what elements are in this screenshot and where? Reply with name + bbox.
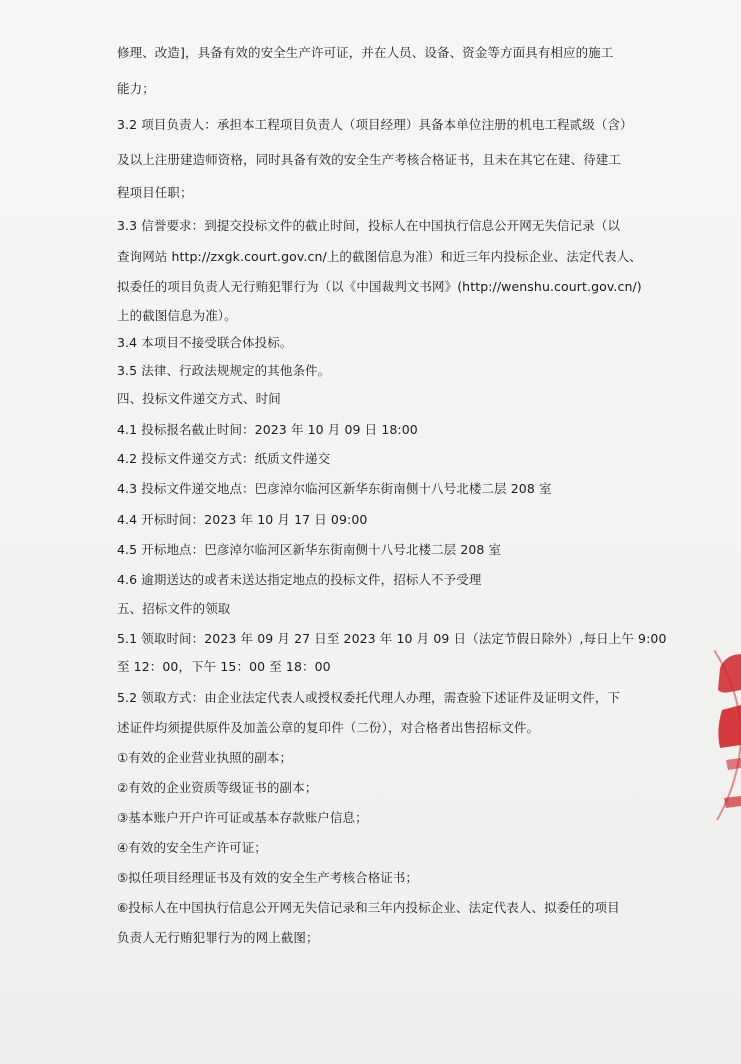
text-line: 负责人无行贿犯罪行为的网上截图； — [117, 930, 319, 945]
text-line: 3.5 法律、行政法规规定的其他条件。 — [117, 363, 331, 378]
list-item: ⑥投标人在中国执行信息公开网无失信记录和三年内投标企业、法定代表人、拟委任的项目 — [117, 900, 620, 915]
list-item: ④有效的安全生产许可证； — [117, 840, 267, 855]
text-line: 3.2 项目负责人：承担本工程项目负责人（项目经理）具备本单位注册的机电工程贰级（含） — [117, 117, 633, 132]
text-line: 程项目任职； — [117, 185, 193, 200]
section-heading: 四、投标文件递交方式、时间 — [117, 391, 281, 406]
list-item: ①有效的企业营业执照的副本； — [117, 750, 293, 765]
text-line: 4.3 投标文件递交地点：巴彦淖尔临河区新华东街南侧十八号北楼二层 208 室 — [117, 481, 552, 496]
text-line: 能力； — [117, 81, 155, 96]
text-line: 4.5 开标地点：巴彦淖尔临河区新华东街南侧十八号北楼二层 208 室 — [117, 542, 502, 557]
text-line: 至 12：00，下午 15：00 至 18：00 — [117, 659, 331, 674]
text-line: 修理、改造]，具备有效的安全生产许可证，并在人员、设备、资金等方面具有相应的施工 — [117, 45, 614, 60]
text-line: 4.1 投标报名截止时间：2023 年 10 月 09 日 18:00 — [117, 422, 418, 437]
text-line: 查询网站 http://zxgk.court.gov.cn/上的截图信息为准）和近三年内投标企业、法定代表人、 — [117, 249, 642, 264]
text-line: 及以上注册建造师资格，同时具备有效的安全生产考核合格证书，且未在其它在建、待建工 — [117, 152, 622, 167]
text-line: 3.4 本项目不接受联合体投标。 — [117, 335, 293, 350]
list-item: ⑤拟任项目经理证书及有效的安全生产考核合格证书； — [117, 870, 419, 885]
text-line: 上的截图信息为准）。 — [117, 308, 237, 323]
list-item: ②有效的企业资质等级证书的副本； — [117, 780, 318, 795]
text-line: 5.2 领取方式：由企业法定代表人或授权委托代理人办理，需查验下述证件及证明文件，下 — [117, 690, 621, 705]
text-line: 3.3 信誉要求：到提交投标文件的截止时间，投标人在中国执行信息公开网无失信记录（以 — [117, 218, 621, 233]
text-line: 4.6 逾期送达的或者未送达指定地点的投标文件，招标人不予受理 — [117, 572, 482, 587]
text-line: 4.4 开标时间：2023 年 10 月 17 日 09:00 — [117, 512, 368, 527]
list-item: ③基本账户开户许可证或基本存款账户信息； — [117, 810, 368, 825]
text-line: 拟委任的项目负责人无行贿犯罪行为（以《中国裁判文书网》(http://wenshu.court.gov.cn/) — [117, 279, 642, 294]
text-line: 5.1 领取时间：2023 年 09 月 27 日至 2023 年 10 月 09 日（法定节假日除外）,每日上午 9:00 — [117, 631, 667, 646]
red-seal-stamp — [714, 650, 741, 820]
section-heading: 五、招标文件的领取 — [117, 601, 231, 616]
text-line: 4.2 投标文件递交方式：纸质文件递交 — [117, 451, 331, 466]
text-line: 述证件均须提供原件及加盖公章的复印件（二份），对合格者出售招标文件。 — [117, 720, 540, 735]
